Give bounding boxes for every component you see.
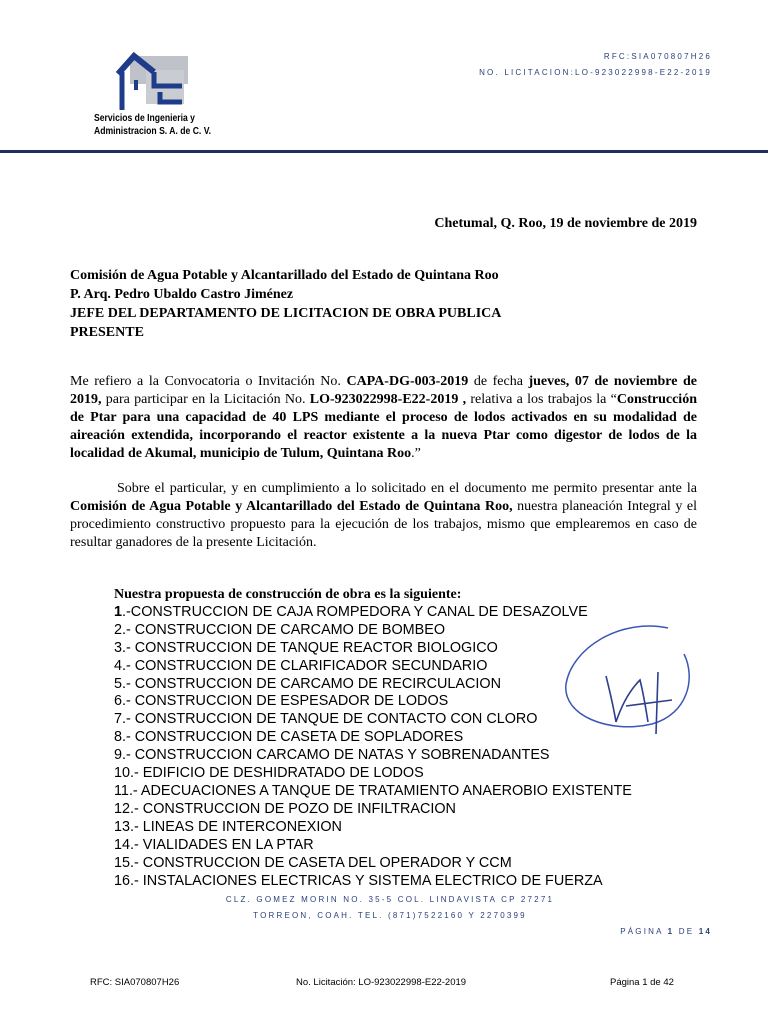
p1-text-1: Me refiero a la Convocatoria o Invitación No. (70, 374, 347, 389)
recipient-line-2: P. Arq. Pedro Ubaldo Castro Jiménez (70, 287, 294, 302)
proposal-item: 12.- CONSTRUCCION DE POZO DE INFILTRACION (114, 800, 456, 817)
proposal-list (114, 586, 632, 890)
company-name-line2: Administracion S. A. de C. V. (94, 125, 212, 137)
header-rfc: RFC:SIA070807H26 (603, 52, 712, 61)
header-licitacion: NO. LICITACION:LO-923022998-E22-2019 (479, 68, 712, 77)
header-rule (0, 150, 768, 153)
footer-address-2: TORREON, COAH. TEL. (871)7522160 Y 2270399 (253, 911, 527, 920)
p1-project-title: Construcción de Ptar para una capacidad de 40 LPS mediante el proceso de lodos activados en su modalidad de aireación extendida, incorporando el reactor existente a la nueva Ptar como digestor de lodos de la localidad de Akumal, municipio de Tulum, Quintana Roo (70, 392, 697, 461)
bottom-rfc: RFC: SIA070807H26 (90, 977, 180, 988)
proposal-item-1-number: 1 (114, 603, 123, 620)
paragraph-particular (70, 480, 697, 552)
proposal-item-1-text: .-CONSTRUCCION DE CAJA ROMPEDORA Y CANAL DE DESAZOLVE (122, 603, 588, 620)
recipient-line-3: JEFE DEL DEPARTAMENTO DE LICITACION DE OBRA PUBLICA (70, 306, 502, 321)
p1-text-5: .” (411, 446, 421, 461)
footer-address-1: CLZ. GOMEZ MORIN NO. 35-5 COL. LINDAVISTA CP 27271 (225, 895, 555, 904)
recipient-line-1: Comisión de Agua Potable y Alcantarillado del Estado de Quintana Roo (70, 268, 499, 283)
recipient-block (70, 266, 501, 342)
bottom-licitacion: No. Licitación: LO-923022998-E22-2019 (296, 977, 467, 988)
p2-commission: Comisión de Agua Potable y Alcantarillado del Estado de Quintana Roo, (70, 499, 513, 514)
proposal-item: 8.- CONSTRUCCION DE CASETA DE SOPLADORES (114, 729, 464, 746)
proposal-item: 5.- CONSTRUCCION DE CARCAMO DE RECIRCULACION (114, 675, 501, 692)
proposal-item: 9.- CONSTRUCCION CARCAMO DE NATAS Y SOBRENADANTES (114, 747, 550, 764)
page-word: PÁGINA (620, 927, 664, 936)
p1-text-2: de fecha (468, 374, 529, 389)
proposal-item: 15.- CONSTRUCCION DE CASETA DEL OPERADOR Y CCM (114, 854, 512, 871)
proposal-item: 10.- EDIFICIO DE DESHIDRATADO DE LODOS (114, 765, 424, 782)
company-logo (78, 50, 228, 145)
proposal-item: 16.- INSTALACIONES ELECTRICAS Y SISTEMA ELECTRICO DE FUERZA (114, 872, 603, 889)
p1-date: jueves, 07 de noviembre de 2019, (70, 374, 697, 407)
page-current: 1 (667, 927, 675, 936)
proposal-item: 11.- ADECUACIONES A TANQUE DE TRATAMIENTO ANAEROBIO EXISTENTE (114, 782, 632, 799)
proposal-item-1 (114, 604, 632, 622)
p1-text-3: para participar en la Licitación No. (101, 392, 310, 407)
proposal-title: Nuestra propuesta de construcción de obra es la siguiente: (114, 587, 462, 602)
recipient-line-4: PRESENTE (70, 325, 144, 340)
proposal-item: 2.- CONSTRUCCION DE CARCAMO DE BOMBEO (114, 621, 446, 638)
p1-licitacion-number: LO-923022998-E22-2019 , (309, 392, 467, 407)
page-total: 14 (698, 927, 712, 936)
page-of: DE (678, 927, 695, 936)
proposal-item: 6.- CONSTRUCCION DE ESPESADOR DE LODOS (114, 693, 449, 710)
footer-page-number (620, 927, 712, 936)
proposal-item: 13.- LINEAS DE INTERCONEXION (114, 818, 342, 835)
proposal-item: 14.- VIALIDADES EN LA PTAR (114, 836, 314, 853)
date-line: Chetumal, Q. Roo, 19 de noviembre de 2019 (434, 216, 697, 231)
bottom-page: Página 1 de 42 (610, 977, 674, 988)
proposal-item: 4.- CONSTRUCCION DE CLARIFICADOR SECUNDARIO (114, 657, 488, 674)
p1-convocatoria-number: CAPA-DG-003-2019 (346, 374, 469, 389)
proposal-item: 3.- CONSTRUCCION DE TANQUE REACTOR BIOLOGICO (114, 639, 498, 656)
p1-text-4: relativa a los trabajos la “ (466, 392, 617, 407)
company-name-line1: Servicios de Ingenieria y (94, 112, 195, 124)
p2-text-1: Sobre el particular, y en cumplimiento a lo solicitado en el documento me permito presentar ante la (117, 481, 697, 496)
paragraph-convocatoria (70, 373, 697, 463)
p2-text-2: nuestra planeación Integral y el procedimiento constructivo propuesto para la ejecución de los trabajos, mismo que emplearemos en caso de resultar ganadores de la presente Licitación. (70, 499, 698, 550)
proposal-item: 7.- CONSTRUCCION DE TANQUE DE CONTACTO CON CLORO (114, 711, 538, 728)
